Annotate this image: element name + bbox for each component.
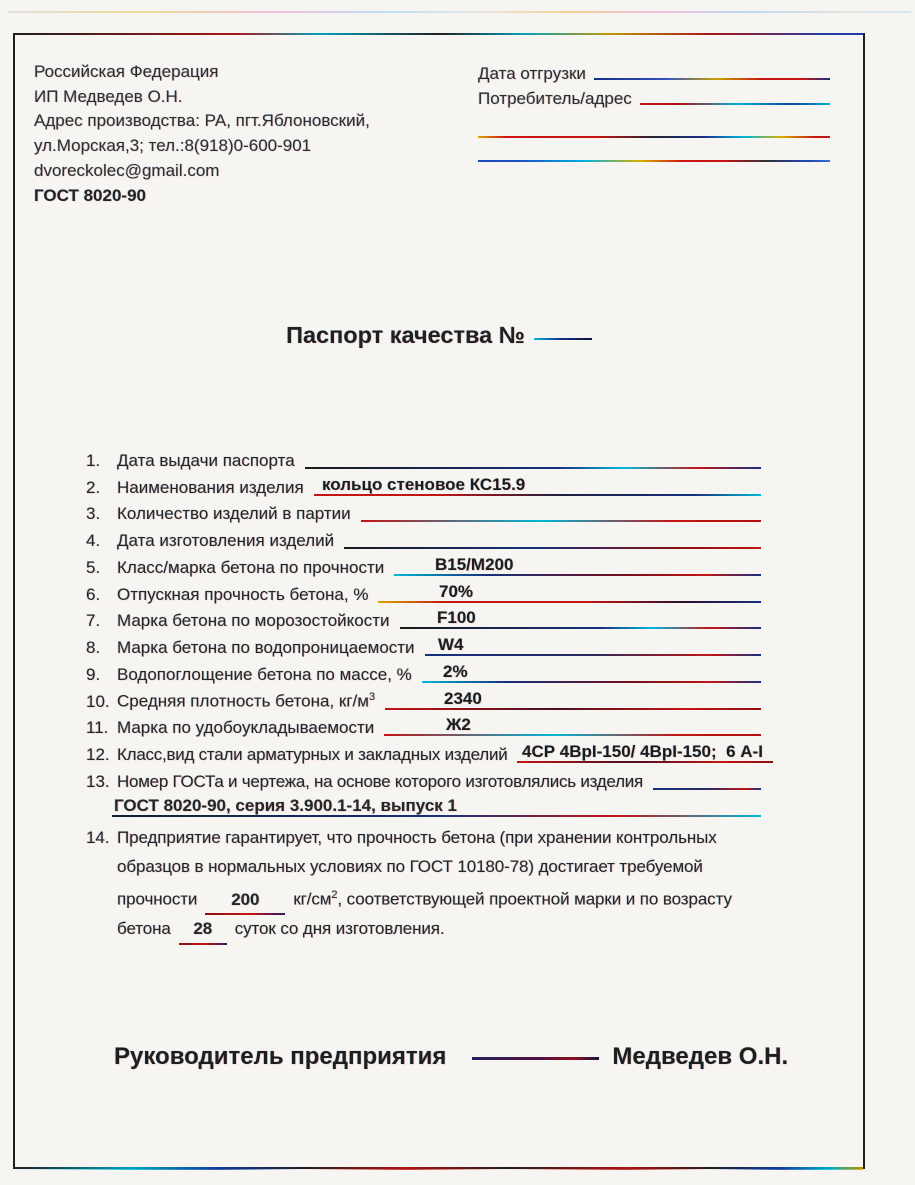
shipping-fields-block: [478, 60, 830, 168]
fields-list: [86, 447, 761, 822]
underline: [425, 654, 761, 656]
fill-in-field: [380, 715, 761, 742]
item-number: 7.: [86, 611, 101, 631]
strength-value: 200: [205, 886, 285, 916]
item-value: 2340: [444, 688, 482, 708]
item-label: Марка по удобоукладываемости: [117, 718, 375, 738]
title-text: Паспорт качества №: [286, 322, 525, 348]
item-label: Класс/марка бетона по прочности: [117, 557, 385, 577]
guarantee-line-1: Предприятие гарантирует, что прочность бетона (при хранении контрольных: [117, 828, 717, 847]
document-title: [15, 322, 863, 349]
guarantee-line-2: образцов в нормальных условиях по ГОСТ 10180-78) достигает требуемой: [117, 856, 703, 876]
item-number: 1.: [86, 450, 101, 470]
ship-date-blank-line: [594, 78, 830, 80]
item-number: 6.: [86, 584, 101, 604]
address-line-2: ул.Морская,3; тел.:8(918)0-600-901: [34, 136, 312, 156]
item-value: B15/M200: [435, 554, 514, 574]
underline: [385, 708, 761, 710]
underline: [361, 520, 761, 522]
address-line-1: Адрес производства: РА, пгт.Яблоновский,: [34, 111, 370, 131]
item-value: F100: [437, 608, 476, 628]
list-item-8: [86, 634, 761, 661]
item-value: Ж2: [446, 715, 471, 735]
item-label: Номер ГОСТа и чертежа, на основе которого изготовлялись изделия: [117, 771, 643, 791]
list-item-7: [86, 608, 761, 635]
item-value: 2%: [443, 661, 468, 681]
item-value: ГОСТ 8020-90, серия 3.900.1-14, выпуск 1: [114, 795, 457, 815]
item-label: Марка бетона по морозостойкости: [117, 611, 390, 631]
list-item-6: [86, 581, 761, 608]
scan-artifact-line: [8, 11, 911, 13]
consumer-extra-line-2: [478, 144, 830, 168]
underline: [422, 681, 761, 683]
guarantee-line-4: бетона 28 суток со дня изготовления.: [117, 915, 776, 945]
list-item-12: [86, 741, 761, 768]
item-number: 3.: [86, 504, 101, 524]
consumer-extra-line-1: [478, 120, 830, 144]
item-value: W4: [438, 635, 464, 654]
director-name: Медведев О.Н.: [612, 1043, 789, 1070]
item-number: 13.: [86, 771, 110, 791]
ship-date-label: Дата отгрузки: [478, 63, 586, 83]
item-number: 4.: [86, 531, 101, 550]
underline: [344, 547, 761, 549]
guarantee-line-3: прочности 200 $кг/см^2$, соответствующей проектной марки и по возрасту: [117, 881, 776, 915]
consumer-blank-line: [640, 103, 830, 105]
item-number: 5.: [86, 557, 101, 577]
ship-date-field: [478, 60, 830, 86]
blank-line: [478, 160, 830, 163]
signature-block: [114, 1043, 788, 1071]
item-label: Класс,вид стали арматурных и закладных изделий: [117, 745, 508, 764]
superscript: 2: [331, 889, 338, 901]
consumer-field: [478, 86, 830, 112]
fill-in-field: [340, 527, 761, 554]
item-value: 70%: [439, 581, 474, 601]
item-label: Отпускная прочность бетона, %: [117, 584, 369, 604]
underline: [305, 467, 761, 469]
company-name-line: ИП Медведев О.Н.: [34, 86, 183, 106]
fill-in-field: [374, 581, 761, 608]
underline: [653, 788, 761, 790]
certificate-sheet: [13, 33, 865, 1169]
consumer-label: Потребитель/адрес: [478, 89, 632, 108]
item-label: Наименования изделия: [117, 477, 304, 497]
country-line: Российская Федерация: [34, 62, 219, 81]
superscript: 3: [368, 690, 376, 703]
item-number: 2.: [86, 477, 101, 497]
list-item-11: [86, 715, 761, 742]
email-line: dvoreckolec@gmail.com: [34, 160, 220, 180]
item-number: 14.: [86, 828, 110, 847]
fill-in-field: [418, 661, 761, 688]
fill-in-field: [357, 501, 761, 528]
fill-in-field: [421, 634, 761, 661]
item-label: Дата выдачи паспорта: [117, 450, 295, 470]
list-item-13-value-line: [86, 795, 761, 822]
item-label: Дата изготовления изделий: [117, 531, 335, 550]
gost-line: ГОСТ 8020-90: [34, 185, 146, 205]
fill-in-field: [649, 768, 761, 795]
fill-in-field: [381, 688, 761, 715]
item-value: 4СР 4ВрI-150/ 4ВрI-150; 6 А-I: [522, 742, 763, 761]
item-number: 12.: [86, 745, 110, 764]
item-value: кольцо стеновое КС15.9: [322, 474, 526, 494]
signature-blank-line: [472, 1057, 599, 1060]
list-item-1: [86, 447, 761, 474]
director-title: Руководитель предприятия: [114, 1043, 447, 1070]
underline: [378, 601, 761, 603]
underline: [112, 815, 761, 817]
age-days-value: 28: [179, 915, 227, 945]
underline: [384, 734, 761, 736]
item-number: 9.: [86, 664, 101, 684]
title-number-blank-line: [534, 338, 592, 341]
guarantee-paragraph: [86, 824, 776, 945]
item-label: Средняя плотность бетона, $кг/м^3$: [117, 690, 376, 711]
item-number: 8.: [86, 638, 101, 657]
item-number: 10.: [86, 691, 110, 711]
list-item-9: [86, 661, 761, 688]
blank-line: [478, 136, 830, 139]
fill-in-field: [301, 447, 761, 474]
company-info-block: [34, 60, 370, 208]
list-item-10: [86, 688, 761, 715]
guarantee-text: [117, 824, 776, 945]
list-item-2: [86, 474, 761, 501]
list-item-5: [86, 554, 761, 581]
list-item-3: [86, 501, 761, 528]
item-label: Марка бетона по водопроницаемости: [117, 638, 415, 657]
list-item-13: [86, 768, 761, 795]
item-label: Количество изделий в партии: [117, 504, 351, 524]
list-item-4: [86, 527, 761, 554]
item-number: 11.: [86, 718, 109, 738]
item-label: Водопоглощение бетона по массе, %: [117, 664, 412, 684]
